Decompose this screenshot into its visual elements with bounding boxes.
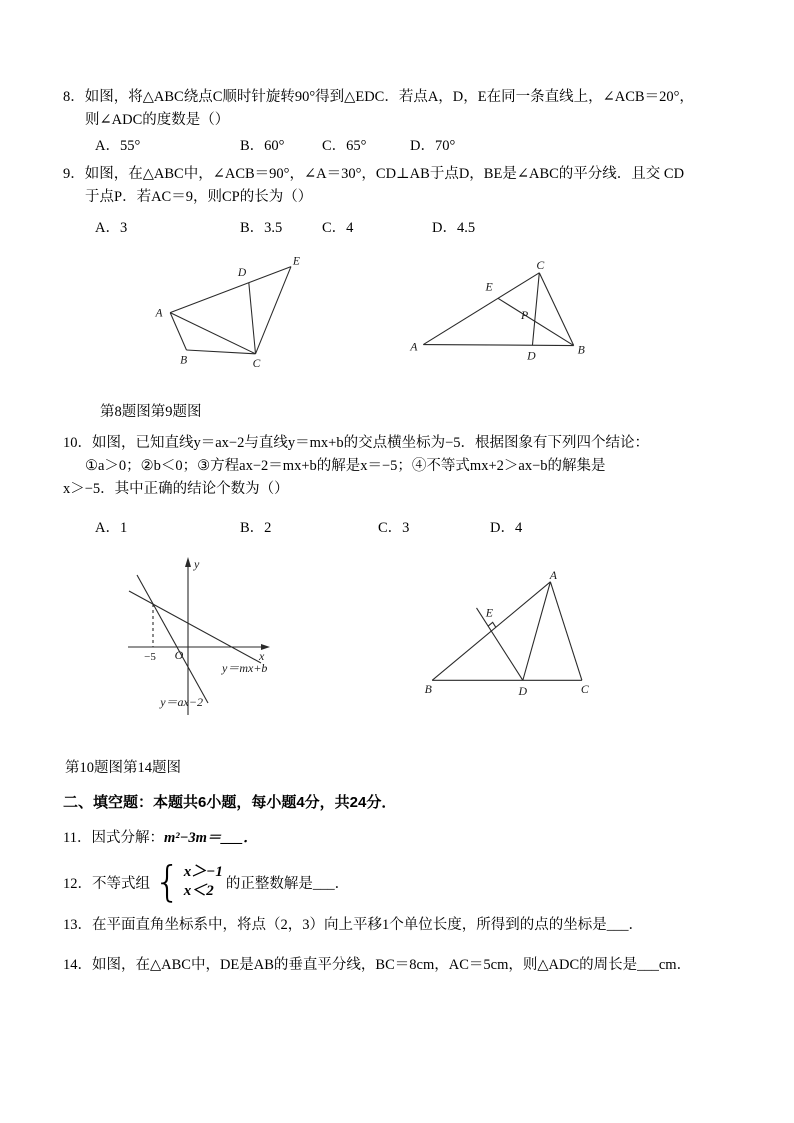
question-13: 13．在平面直角坐标系中，将点（2，3）向上平移1个单位长度，所得到的点的坐标是___．	[63, 917, 643, 933]
q12-suffix: 的正整数解是___．	[225, 875, 350, 892]
question-9-line-2: 于点P．若AC＝9，则CP的长为（）	[85, 189, 313, 205]
caption-fig10-fig14: 第10题图第14题图	[65, 760, 181, 776]
question-8-line-2: 则∠ADC的度数是（）	[85, 112, 230, 128]
fig10-equation-mx-plus-b: y＝mx+b	[222, 661, 268, 675]
q12-inequality-system	[184, 863, 223, 901]
fig14-label-d: D	[518, 684, 528, 699]
fig10-origin-label: O	[174, 648, 184, 662]
fig10-axes	[128, 557, 270, 715]
q10-option-a: A．1	[95, 520, 128, 536]
question-12	[63, 857, 736, 907]
q9-option-d: D．4.5	[432, 220, 476, 236]
question-10-line-2: ①a＞0；②b＜0；③方程ax−2＝mx+b的解是x＝−5；④不等式mx+2＞ax−b的解集是	[85, 458, 606, 474]
fig9-label-a: A	[410, 339, 418, 354]
figure-q14-wrap	[423, 570, 598, 708]
q9-option-a: A．3	[95, 220, 128, 236]
fig10-x-axis-label: x	[259, 649, 265, 663]
question-8-line-1: 8．如图，将△ABC绕点C顺时针旋转90°得到△EDC．若点A，D，E在同一条直线上，∠ACB＝20°，	[63, 89, 694, 105]
fig8-label-b: B	[180, 354, 188, 367]
figure-q9-right-triangle	[406, 260, 591, 376]
section-2-header: 二、填空题：本题共6小题，每小题4分，共24分．	[63, 794, 397, 811]
fig9-label-c: C	[536, 260, 545, 272]
fig14-right-angle-mark	[488, 622, 496, 627]
figure-row-q10-q14	[123, 554, 736, 722]
fig9-lines	[423, 273, 573, 346]
question-10-line-3: x＞−5．其中正确的结论个数为（）	[63, 481, 289, 497]
fig9-label-e: E	[485, 279, 493, 294]
q8-option-a: A．55°	[95, 138, 141, 154]
question-10-options	[95, 517, 736, 540]
fig8-label-a: A	[155, 307, 163, 320]
fig10-curves	[129, 575, 261, 703]
question-10	[63, 432, 736, 540]
fig10-line-ax-minus-2	[137, 575, 208, 703]
q8-option-c: C．65°	[322, 138, 367, 154]
fig14-label-b: B	[424, 682, 432, 697]
fig8-label-c: C	[252, 358, 261, 371]
fig10-minus5-tick-label: −5	[144, 651, 156, 663]
question-10-line-1: 10．如图，已知直线y＝ax−2与直线y＝mx+b的交点横坐标为−5．根据图象有下列四个结论：	[63, 435, 649, 451]
q11-formula: m²−3m	[163, 830, 207, 846]
q12-inequality-1: x＞−1	[183, 864, 223, 880]
figure-q10-line-graph	[123, 554, 275, 722]
q9-option-c: C．4	[322, 220, 354, 236]
fig14-lines	[432, 582, 582, 681]
fig8-label-e: E	[292, 255, 300, 268]
q12-brace: {	[154, 857, 181, 907]
figure-row-q8-q9	[151, 254, 736, 376]
question-9-line-1: 9．如图，在△ABC中，∠ACB＝90°，∠A＝30°，CD⊥AB于点D，BE是∠ABC的平分线．且交 CD	[63, 166, 685, 182]
fig14-label-e: E	[485, 605, 493, 620]
question-9	[63, 163, 736, 240]
q11-prefix: 11．因式分解：	[63, 830, 164, 846]
q12-inequality-2: x＜2	[183, 883, 214, 899]
q12-prefix: 12．不等式组	[63, 875, 150, 892]
fig8-label-d: D	[237, 267, 247, 280]
q10-option-b: B．2	[240, 520, 272, 536]
question-8-options	[95, 135, 736, 158]
caption-fig8-fig9: 第8题图第9题图	[100, 404, 202, 420]
fig14-label-c: C	[580, 682, 589, 697]
question-9-options	[95, 217, 736, 240]
fig9-label-d: D	[527, 348, 536, 363]
q10-option-c: C．3	[378, 520, 410, 536]
question-14: 14．如图，在△ABC中，DE是AB的垂直平分线，BC＝8cm，AC＝5cm，则△ADC的周长是___cm．	[63, 957, 692, 973]
q8-option-d: D．70°	[410, 138, 456, 154]
fig9-label-p: P	[520, 307, 529, 322]
q11-blank: ＝___．	[206, 830, 258, 846]
fig14-label-a: A	[549, 570, 557, 582]
fig10-equation-ax-minus-2: y＝ax−2	[160, 695, 203, 709]
q8-option-b: B．60°	[240, 138, 285, 154]
question-8	[63, 86, 736, 158]
figure-q8-rotation-triangles	[151, 254, 314, 376]
figure-q14-perpendicular-bisector	[423, 570, 598, 703]
fig8-lines	[170, 267, 291, 354]
question-11	[63, 826, 736, 850]
q10-option-d: D．4	[490, 520, 523, 536]
q9-option-b: B．3.5	[240, 220, 283, 236]
fig10-y-axis-label: y	[194, 557, 200, 571]
fig9-label-b: B	[577, 342, 585, 357]
